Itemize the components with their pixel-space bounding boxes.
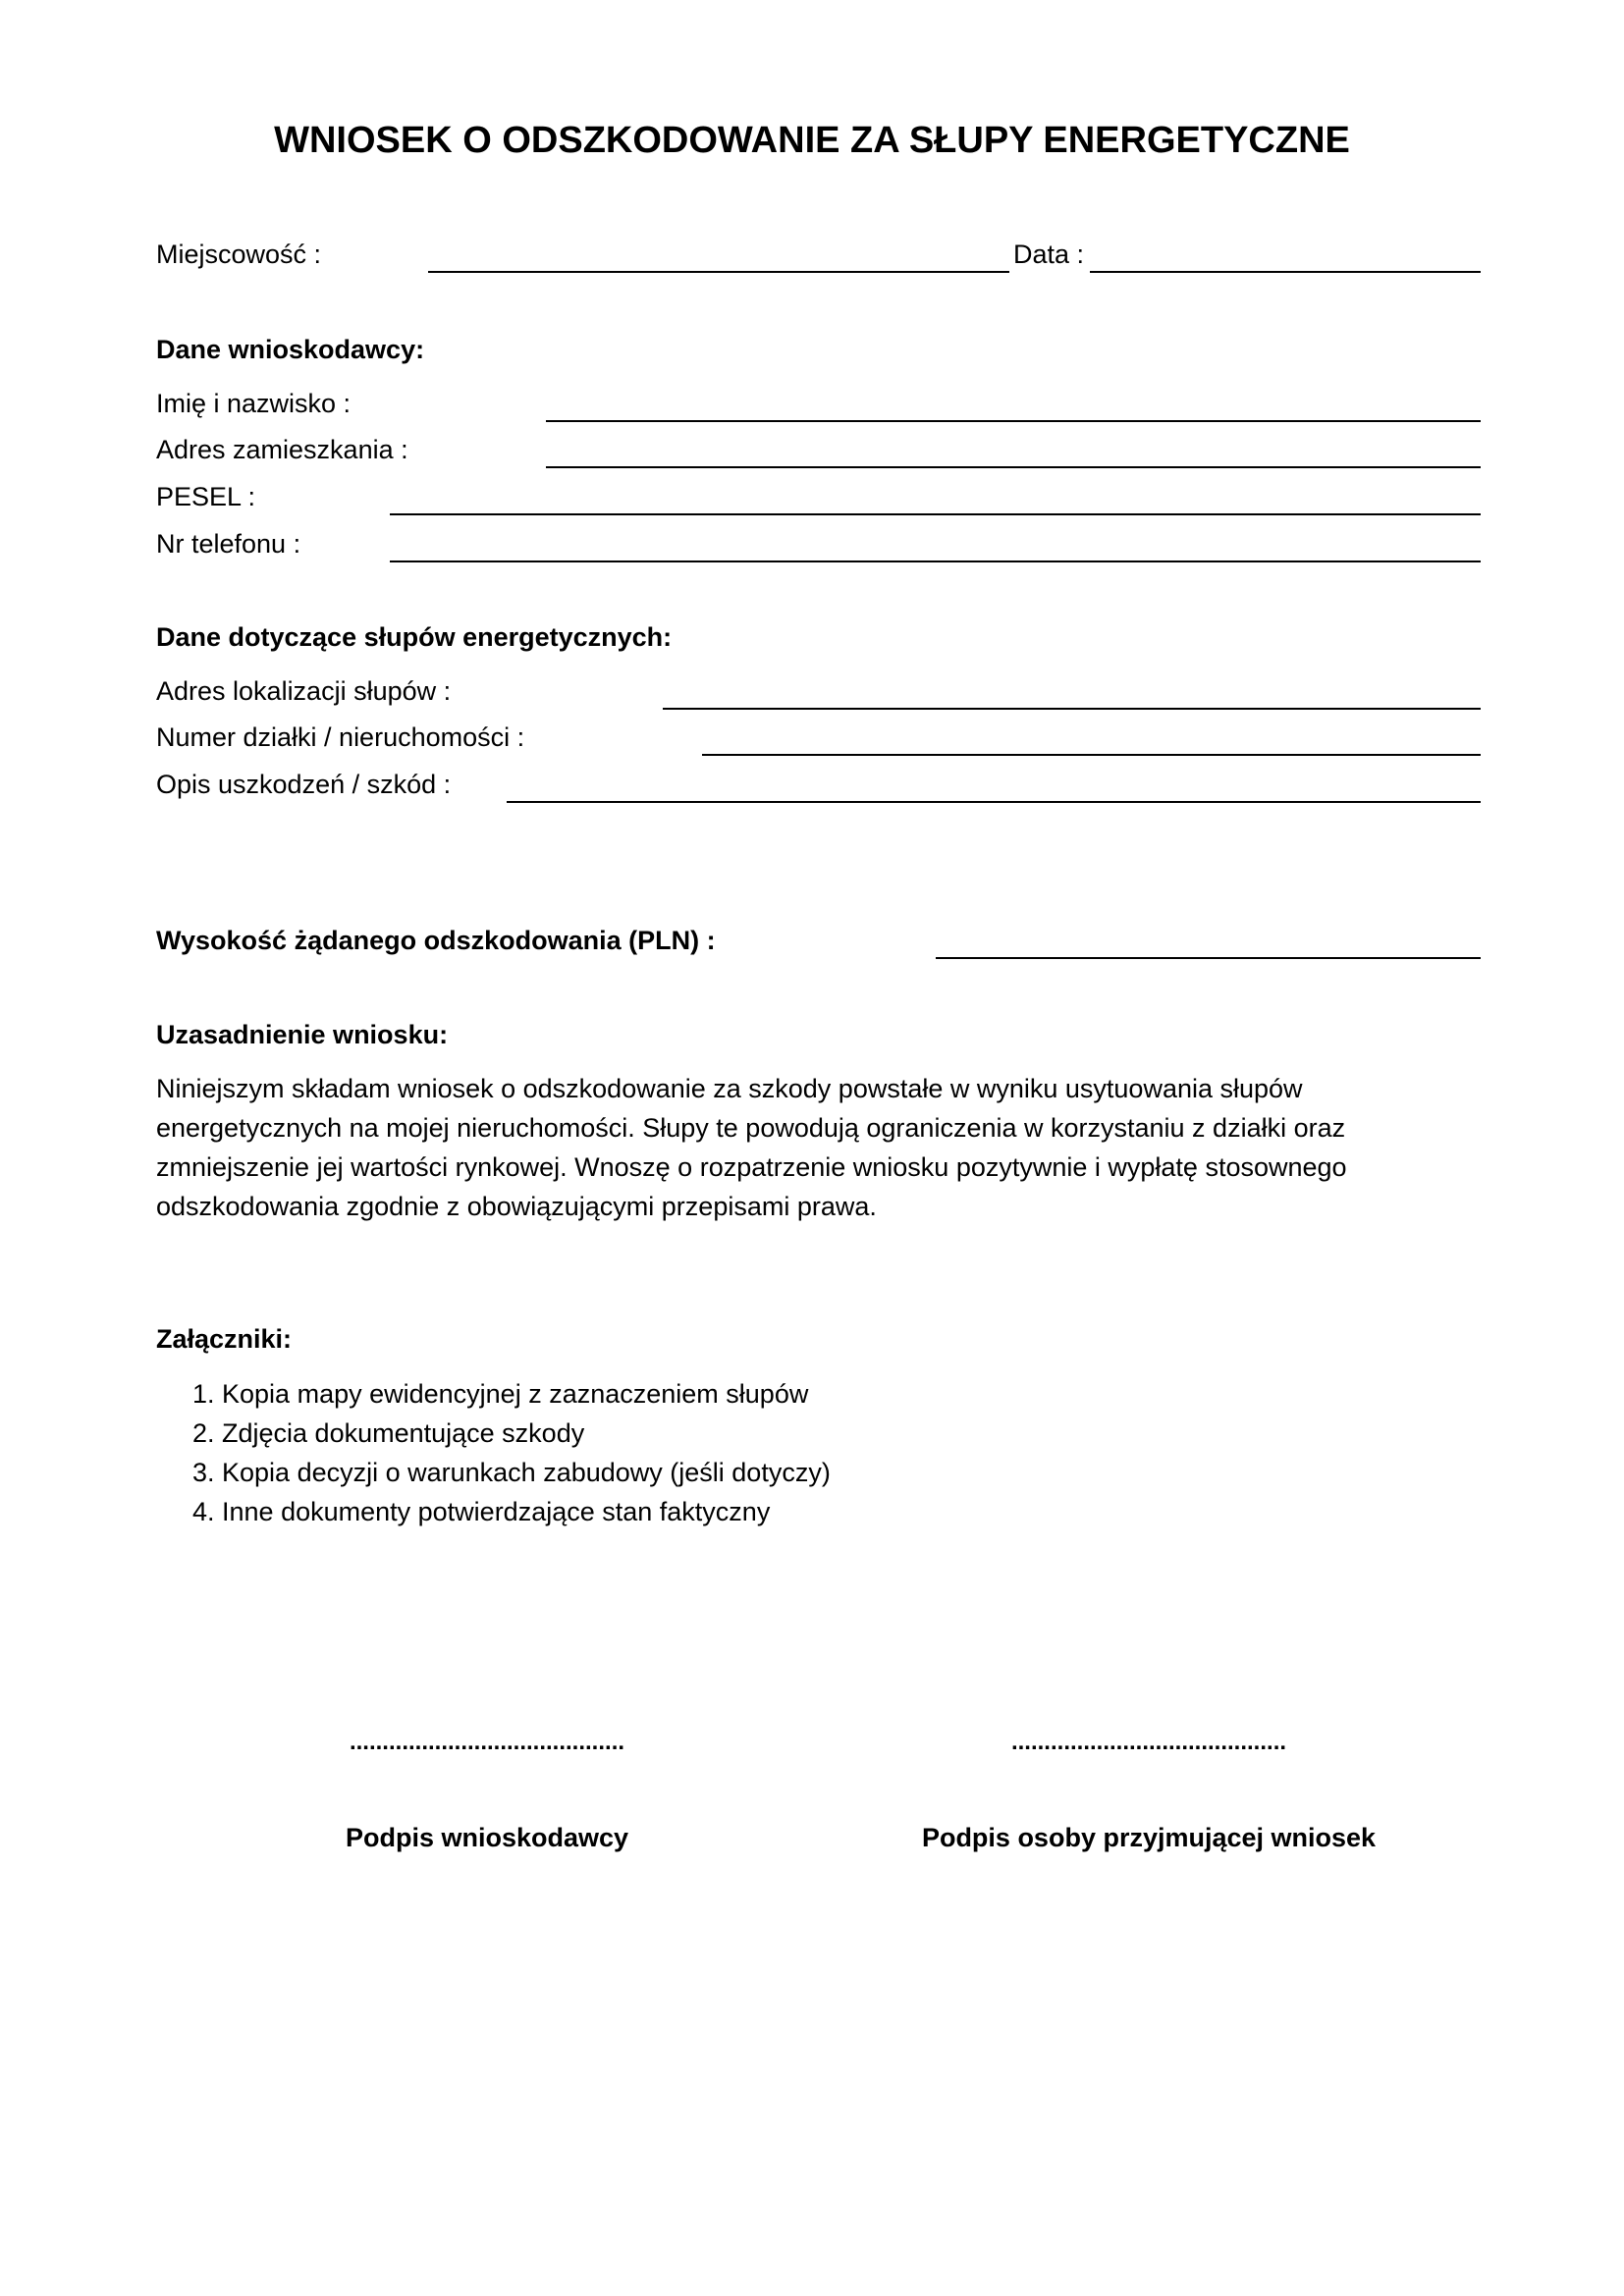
- receiver-signature-line[interactable]: ..........................................: [1010, 1729, 1287, 1755]
- place-label: Miejscowość :: [156, 240, 322, 269]
- plot-label: Numer działki / nieruchomości :: [156, 722, 525, 752]
- date-label: Data :: [1013, 240, 1085, 269]
- list-item: 2. Zdjęcia dokumentujące szkody: [192, 1418, 585, 1448]
- justification-heading: Uzasadnienie wniosku:: [156, 1020, 449, 1049]
- justification-line: Niniejszym składam wniosek o odszkodowanie za szkody powstałe w wyniku usytuowania słupów: [156, 1074, 1303, 1103]
- location-label: Adres lokalizacji słupów :: [156, 676, 452, 706]
- document-title: WNIOSEK O ODSZKODOWANIE ZA SŁUPY ENERGETYCZNE: [274, 120, 1350, 161]
- attachments-heading: Załączniki:: [156, 1324, 293, 1354]
- poles-heading: Dane dotyczące słupów energetycznych:: [156, 622, 673, 652]
- receiver-signature-label: Podpis osoby przyjmującej wniosek: [921, 1823, 1377, 1852]
- damage-field[interactable]: [507, 768, 1481, 803]
- damage-label: Opis uszkodzeń / szkód :: [156, 770, 452, 799]
- applicant-heading: Dane wnioskodawcy:: [156, 335, 425, 364]
- name-field[interactable]: [546, 387, 1481, 422]
- list-item: 4. Inne dokumenty potwierdzające stan faktyczny: [192, 1497, 771, 1526]
- list-item: 3. Kopia decyzji o warunkach zabudowy (jeśli dotyczy): [192, 1458, 831, 1487]
- justification-text: [156, 1069, 1491, 1226]
- location-field[interactable]: [663, 674, 1481, 710]
- justification-line: odszkodowania zgodnie z obowiązującymi przepisami prawa.: [156, 1192, 877, 1221]
- phone-field[interactable]: [390, 527, 1481, 562]
- pesel-field[interactable]: [390, 480, 1481, 515]
- phone-label: Nr telefonu :: [156, 529, 301, 559]
- address-label: Adres zamieszkania :: [156, 435, 408, 464]
- compensation-field[interactable]: [936, 924, 1481, 959]
- list-item: 1. Kopia mapy ewidencyjnej z zaznaczeniem słupów: [192, 1379, 809, 1409]
- applicant-signature-line[interactable]: ..........................................: [349, 1729, 625, 1755]
- applicant-signature-label: Podpis wnioskodawcy: [345, 1823, 629, 1852]
- plot-field[interactable]: [702, 721, 1481, 756]
- pesel-label: PESEL :: [156, 482, 256, 511]
- address-field[interactable]: [546, 433, 1481, 468]
- justification-line: zmniejszenie jej wartości rynkowej. Wnoszę o rozpatrzenie wniosku pozytywnie i wypłatę stosownego: [156, 1152, 1347, 1182]
- compensation-label: Wysokość żądanego odszkodowania (PLN) :: [156, 926, 716, 955]
- place-field[interactable]: [428, 238, 1009, 273]
- justification-line: energetycznych na mojej nieruchomości. Słupy te powodują ograniczenia w korzystaniu z działki oraz: [156, 1113, 1346, 1143]
- date-field[interactable]: [1090, 238, 1481, 273]
- attachments-list: [192, 1374, 831, 1531]
- name-label: Imię i nazwisko :: [156, 389, 352, 418]
